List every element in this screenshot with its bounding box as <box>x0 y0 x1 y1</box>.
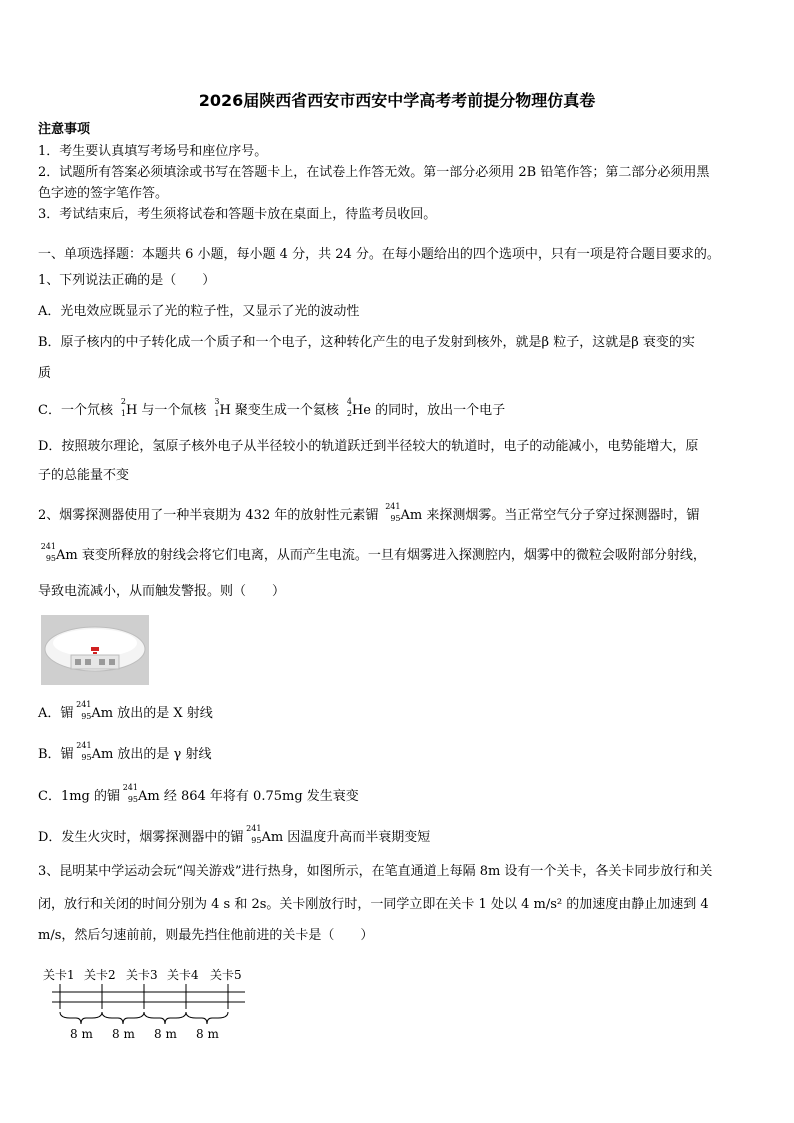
q1-option-d: D．按照玻尔理论，氢原子核外电子从半径较小的轨道跃迁到半径较大的轨道时，电子的动能减小，电势能增大，原 <box>38 439 699 454</box>
q1-option-c <box>38 397 758 419</box>
atomic-number: 1 <box>120 409 126 418</box>
notice-item-2-cont: 色字迹的签字笔作答。 <box>38 186 169 201</box>
gate-label-1: 关卡1 <box>43 968 75 982</box>
section-heading: 一、单项选择题：本题共 6 小题，每小题 4 分，共 24 分。在每小题给出的四个选项中，只有一项是符合题目要求的。 <box>38 247 720 262</box>
nuclide-he4 <box>339 397 352 418</box>
mass-number: 3 <box>214 397 220 406</box>
brace-1 <box>60 1012 102 1024</box>
q1-option-a: A．光电效应既显示了光的粒子性，又显示了光的波动性 <box>38 304 360 319</box>
spacing-label-1: 8 m <box>70 1027 93 1041</box>
q2-option-b <box>38 741 758 763</box>
brace-2 <box>102 1012 144 1024</box>
gate-diagram <box>40 964 260 1044</box>
gate-label-2: 关卡2 <box>84 968 116 982</box>
spacing-label-3: 8 m <box>154 1027 177 1041</box>
atomic-number: 95 <box>81 712 92 721</box>
mass-number: 241 <box>40 542 56 551</box>
brace-4 <box>186 1012 228 1024</box>
q2-text-1: 2、烟雾探测器使用了一种半衰期为 432 年的放射性元素镅 <box>38 508 379 523</box>
mass-number: 2 <box>120 397 126 406</box>
q2-stem-line-3: 导致电流减小，从而触发警报。则（ ） <box>38 584 286 599</box>
nuclide-am241 <box>120 783 138 804</box>
nuclide-am241 <box>73 700 92 721</box>
q2-text-3: Am 衰变所释放的射线会将它们电离，从而产生电流。一旦有烟雾进入探测腔内，烟雾中的微粒会吸附部分射线， <box>56 548 706 563</box>
q2-option-d <box>38 824 758 846</box>
atomic-number: 1 <box>214 409 220 418</box>
q2-c-text-2: Am 经 864 年将有 0.75mg 发生衰变 <box>138 789 359 804</box>
q1-c-text-2: H 与一个氚核 <box>125 403 207 418</box>
atomic-number: 95 <box>390 514 401 523</box>
mass-number: 241 <box>122 783 138 792</box>
atomic-number: 95 <box>45 554 56 563</box>
q2-option-c <box>38 783 758 805</box>
q2-stem-line-2 <box>38 542 758 564</box>
q2-d-text-1: D．发生火灾时，烟雾探测器中的镅 <box>38 830 244 845</box>
spacing-label-4: 8 m <box>196 1027 219 1041</box>
q3-stem-line-1: 3、昆明某中学运动会玩“闯关游戏”进行热身，如图所示，在笔直通道上每隔 8m 设有一个关卡，各关卡同步放行和关 <box>38 864 713 879</box>
nuclide-am241 <box>243 824 262 845</box>
mass-number: 241 <box>76 741 92 750</box>
nuclide-h3 <box>206 397 220 418</box>
nuclide-am241 <box>383 502 401 523</box>
q1-c-text-3: H 聚变生成一个氦核 <box>219 403 339 418</box>
atomic-number: 95 <box>81 753 92 762</box>
q2-c-text-1: C．1mg 的镅 <box>38 789 120 804</box>
page-title: 2026届陕西省西安市西安中学高考考前提分物理仿真卷 <box>198 91 596 110</box>
q2-text-2: Am 来探测烟雾。当正常空气分子穿过探测器时，镅 <box>400 508 700 523</box>
q1-option-b-cont: 质 <box>38 366 52 381</box>
q2-stem-line-1 <box>38 502 758 524</box>
atomic-number: 95 <box>251 836 262 845</box>
gate-label-4: 关卡4 <box>167 968 199 982</box>
q2-b-text-1: B．镅 <box>38 747 74 762</box>
q2-a-text-1: A．镅 <box>38 706 74 721</box>
q2-option-a <box>38 700 758 722</box>
atomic-number: 95 <box>127 795 138 804</box>
gate-label-3: 关卡3 <box>126 968 158 982</box>
q3-stem-line-3: m/s，然后匀速前前，则最先挡住他前进的关卡是（ ） <box>38 928 374 943</box>
smoke-detector-image <box>41 615 149 685</box>
mass-number: 4 <box>346 397 352 406</box>
notice-item-1: 1．考生要认真填写考场号和座位序号。 <box>38 144 268 159</box>
mass-number: 241 <box>385 502 401 511</box>
q2-a-text-2: Am 放出的是 X 射线 <box>91 706 213 721</box>
spacing-label-2: 8 m <box>112 1027 135 1041</box>
notice-heading: 注意事项 <box>38 122 91 137</box>
q1-c-text-4: He 的同时，放出一个电子 <box>351 403 506 418</box>
nuclide-am241 <box>74 741 92 762</box>
q2-d-text-2: Am 因温度升高而半衰期变短 <box>261 830 431 845</box>
q1-c-text-1: C．一个氘核 <box>38 403 113 418</box>
atomic-number: 2 <box>346 409 352 418</box>
q3-stem-line-2: 闭，放行和关闭的时间分别为 4 s 和 2s。关卡刚放行时，一同学立即在关卡 1 处以 4 m/s² 的加速度由静止加速到 4 <box>38 897 709 912</box>
q1-option-d-cont: 子的总能量不变 <box>38 468 130 483</box>
nuclide-am241 <box>38 542 56 563</box>
nuclide-h2 <box>113 397 126 418</box>
notice-item-3: 3．考试结束后，考生须将试卷和答题卡放在桌面上，待监考员收回。 <box>38 207 437 222</box>
brace-3 <box>144 1012 186 1024</box>
q1-option-b: B．原子核内的中子转化成一个质子和一个电子，这种转化产生的电子发射到核外，就是β 粒子，这就是β 衰变的实 <box>38 335 695 350</box>
gate-label-5: 关卡5 <box>210 968 242 982</box>
q1-stem: 1、下列说法正确的是（ ） <box>38 273 216 288</box>
mass-number: 241 <box>246 824 262 833</box>
mass-number: 241 <box>76 700 92 709</box>
notice-item-2: 2．试题所有答案必须填涂或书写在答题卡上，在试卷上作答无效。第一部分必须用 2B 铅笔作答；第二部分必须用黑 <box>38 165 710 180</box>
q2-b-text-2: Am 放出的是 γ 射线 <box>91 747 212 762</box>
